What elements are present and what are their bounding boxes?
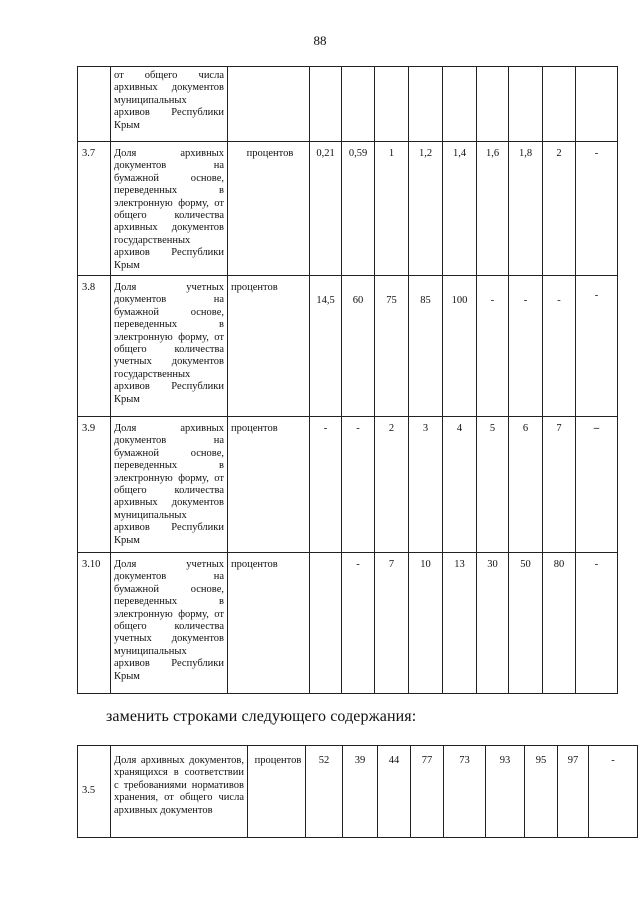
indicator-name: Доля архивных документов, хранящихся в соответствии с требованиями нормативов хранения, от общего числа архивных документов <box>111 746 248 838</box>
indicator-name: Доля архивных документов на бумажной основе, переведенных в электронную форму, от общего количества архивных документов муниципальных архивов Республики Крым <box>111 417 228 553</box>
value-cell <box>310 553 342 694</box>
value-cell: 7 <box>543 417 576 553</box>
value-cell: - <box>310 417 342 553</box>
value-cell <box>576 67 618 142</box>
row-number: 3.5 <box>78 746 111 838</box>
row-number: 3.8 <box>78 276 111 417</box>
row-number <box>78 67 111 142</box>
value-cell: – <box>576 417 618 553</box>
unit-cell: процентов <box>228 417 310 553</box>
indicator-table-bottom <box>77 745 638 838</box>
value-cell <box>342 67 375 142</box>
value-cell: 1 <box>375 142 409 276</box>
value-cell: - <box>576 142 618 276</box>
value-cell: - <box>576 553 618 694</box>
value-cell: 73 <box>444 746 486 838</box>
value-cell <box>509 67 543 142</box>
value-cell: 30 <box>477 553 509 694</box>
replace-instruction: заменить строками следующего содержания: <box>106 708 417 725</box>
value-cell <box>443 67 477 142</box>
row-number: 3.10 <box>78 553 111 694</box>
value-cell: 77 <box>411 746 444 838</box>
value-cell <box>375 67 409 142</box>
value-cell: 7 <box>375 553 409 694</box>
table-row <box>78 417 618 553</box>
table-row <box>78 553 618 694</box>
value-cell: 1,6 <box>477 142 509 276</box>
unit-cell: процентов <box>228 142 310 276</box>
value-cell: 50 <box>509 553 543 694</box>
indicator-table-top <box>77 66 618 694</box>
value-cell: 1,2 <box>409 142 443 276</box>
value-cell: - <box>342 553 375 694</box>
value-cell <box>409 67 443 142</box>
value-cell: 2 <box>543 142 576 276</box>
value-cell: 95 <box>525 746 558 838</box>
table-row <box>78 142 618 276</box>
value-cell: - <box>576 276 618 417</box>
value-cell <box>543 67 576 142</box>
value-cell: 1,4 <box>443 142 477 276</box>
row-number: 3.7 <box>78 142 111 276</box>
value-cell: - <box>589 746 638 838</box>
table-row <box>78 746 638 838</box>
value-cell: 6 <box>509 417 543 553</box>
value-cell: 14,5 <box>310 276 342 417</box>
value-cell: 80 <box>543 553 576 694</box>
value-cell: 4 <box>443 417 477 553</box>
indicator-name: от общего числа архивных документов муниципальных архивов Республики Крым <box>111 67 228 142</box>
unit-cell: процентов <box>228 276 310 417</box>
indicator-name: Доля архивных документов на бумажной основе, переведенных в электронную форму, от общего количества архивных документов государственных архивов Республики Крым <box>111 142 228 276</box>
table-row <box>78 67 618 142</box>
value-cell: 1,8 <box>509 142 543 276</box>
value-cell: - <box>477 276 509 417</box>
value-cell: 39 <box>343 746 378 838</box>
unit-cell <box>228 67 310 142</box>
value-cell: - <box>509 276 543 417</box>
indicator-name: Доля учетных документов на бумажной основе, переведенных в электронную форму, от общего количества учетных документов муниципальных архивов Республики Крым <box>111 553 228 694</box>
value-cell <box>477 67 509 142</box>
value-cell: 3 <box>409 417 443 553</box>
value-cell <box>310 67 342 142</box>
value-cell: 60 <box>342 276 375 417</box>
value-cell: 0,21 <box>310 142 342 276</box>
value-cell: 13 <box>443 553 477 694</box>
indicator-name: Доля учетных документов на бумажной основе, переведенных в электронную форму, от общего количества учетных документов государственных архивов Республики Крым <box>111 276 228 417</box>
value-cell: 10 <box>409 553 443 694</box>
value-cell: 5 <box>477 417 509 553</box>
value-cell: 75 <box>375 276 409 417</box>
value-cell: 2 <box>375 417 409 553</box>
value-cell: 93 <box>486 746 525 838</box>
value-cell: 52 <box>306 746 343 838</box>
value-cell: 97 <box>558 746 589 838</box>
value-cell: 100 <box>443 276 477 417</box>
value-cell: 0,59 <box>342 142 375 276</box>
value-cell: 44 <box>378 746 411 838</box>
value-cell: - <box>342 417 375 553</box>
unit-cell: процентов <box>228 553 310 694</box>
value-cell: 85 <box>409 276 443 417</box>
row-number: 3.9 <box>78 417 111 553</box>
unit-cell: процентов <box>248 746 306 838</box>
table-row <box>78 276 618 417</box>
value-cell: - <box>543 276 576 417</box>
page-number: 88 <box>313 33 327 48</box>
